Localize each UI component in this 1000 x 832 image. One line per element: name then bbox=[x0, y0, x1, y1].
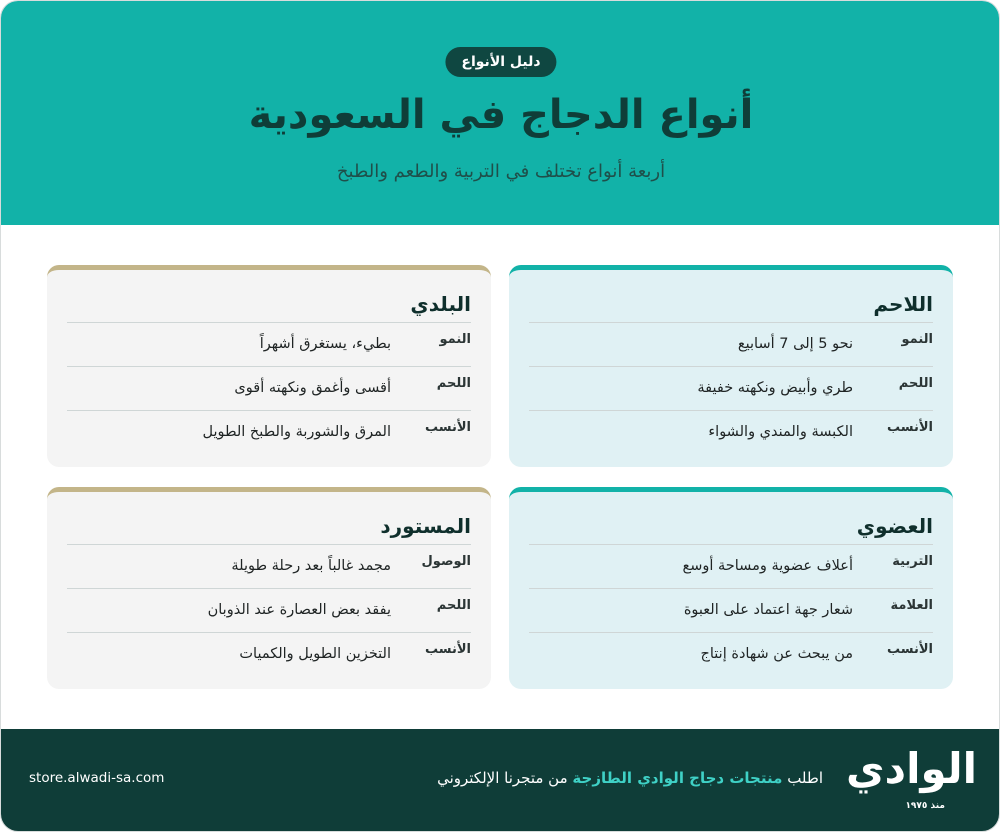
row-label: اللحم bbox=[436, 598, 471, 613]
row-label: الأنسب bbox=[424, 420, 471, 435]
card-row bbox=[67, 588, 471, 632]
row-label: التربية bbox=[892, 554, 933, 569]
row-value: من يبحث عن شهادة إنتاج bbox=[700, 646, 853, 662]
row-label: العلامة bbox=[890, 598, 933, 613]
row-value: الكبسة والمندي والشواء bbox=[708, 424, 853, 440]
row-value: أقسى وأغمق ونكهته أقوى bbox=[234, 380, 391, 396]
footer-bar bbox=[1, 729, 1000, 832]
card-row bbox=[67, 544, 471, 588]
card-row bbox=[529, 544, 933, 588]
card-row bbox=[529, 632, 933, 676]
card-title: البلدي bbox=[410, 292, 471, 316]
card-organic bbox=[509, 487, 953, 689]
cta-suffix: من متجرنا الإلكتروني bbox=[437, 769, 568, 787]
row-value: بطيء، يستغرق أشهراً bbox=[259, 336, 391, 352]
row-label: الأنسب bbox=[886, 642, 933, 657]
logo-text: الوادي bbox=[846, 744, 977, 793]
card-row bbox=[529, 366, 933, 410]
row-value: طري وأبيض ونكهته خفيفة bbox=[697, 380, 853, 396]
row-value: المرق والشوربة والطبخ الطويل bbox=[202, 424, 391, 440]
store-url-link[interactable]: store.alwadi-sa.com bbox=[29, 770, 165, 786]
row-label: اللحم bbox=[436, 376, 471, 391]
call-to-action bbox=[437, 769, 823, 787]
cta-prefix: اطلب bbox=[787, 769, 823, 787]
row-label: الأنسب bbox=[886, 420, 933, 435]
card-row bbox=[529, 410, 933, 454]
row-label: اللحم bbox=[898, 376, 933, 391]
card-title: المستورد bbox=[380, 514, 471, 538]
card-title: اللاحم bbox=[873, 292, 933, 316]
row-value: التخزين الطويل والكميات bbox=[239, 646, 391, 662]
header-banner bbox=[1, 1, 1000, 225]
row-label: الأنسب bbox=[424, 642, 471, 657]
card-imported bbox=[47, 487, 491, 689]
cta-highlight: منتجات دجاج الوادي الطازجة bbox=[572, 769, 783, 787]
card-row bbox=[67, 410, 471, 454]
page-title: أنواع الدجاج في السعودية bbox=[248, 92, 754, 138]
card-row bbox=[67, 322, 471, 366]
card-row bbox=[529, 322, 933, 366]
brand-logo bbox=[847, 739, 977, 811]
card-broiler bbox=[509, 265, 953, 467]
card-row bbox=[67, 366, 471, 410]
card-row bbox=[67, 632, 471, 676]
row-value: نحو 5 إلى 7 أسابيع bbox=[737, 336, 853, 352]
logo-since: منذ ١٩٧٥ bbox=[905, 801, 945, 811]
row-label: النمو bbox=[439, 332, 471, 347]
card-baladi bbox=[47, 265, 491, 467]
page-subtitle: أربعة أنواع تختلف في التربية والطعم والطبخ bbox=[336, 161, 666, 182]
card-title: العضوي bbox=[856, 514, 933, 538]
row-value: يفقد بعض العصارة عند الذوبان bbox=[207, 602, 391, 618]
row-label: النمو bbox=[901, 332, 933, 347]
row-label: الوصول bbox=[421, 554, 471, 569]
row-value: مجمد غالباً بعد رحلة طويلة bbox=[231, 558, 391, 574]
row-value: شعار جهة اعتماد على العبوة bbox=[683, 602, 853, 618]
guide-badge: دليل الأنواع bbox=[445, 47, 556, 77]
card-row bbox=[529, 588, 933, 632]
row-value: أعلاف عضوية ومساحة أوسع bbox=[682, 558, 853, 574]
